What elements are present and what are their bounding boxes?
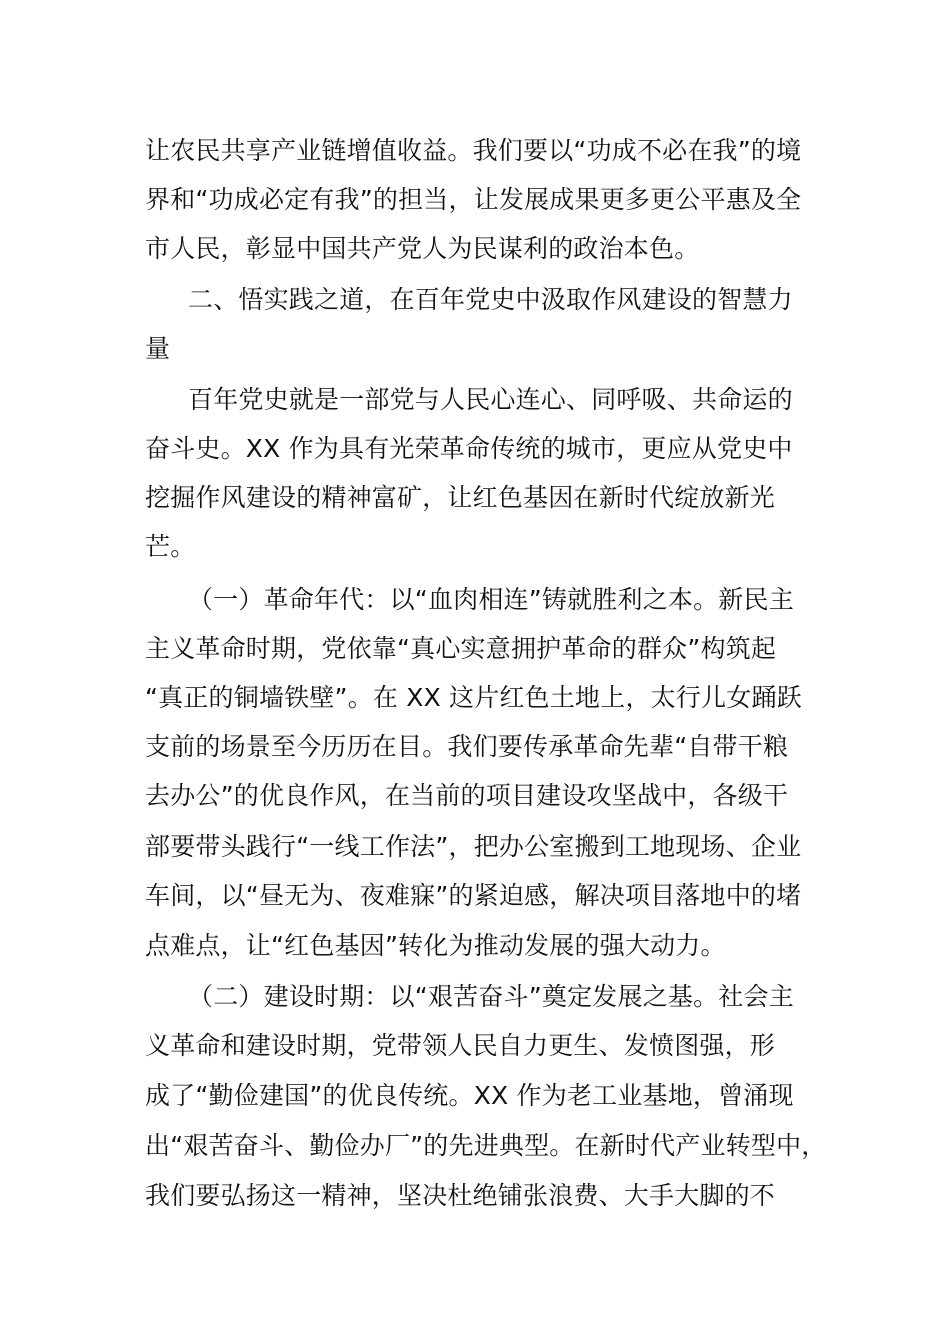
text-line: 让农民共享产业链增值收益。我们要以“功成不必在我”的境 bbox=[145, 136, 802, 165]
text-line: 挖掘作风建设的精神富矿，让红色基因在新时代绽放新光 bbox=[145, 483, 776, 512]
subsection-heading: （二）建设时期：以“艰苦奋斗”奠定发展之基。社会主 bbox=[188, 982, 794, 1011]
text-line: 百年党史就是一部党与人民心连心、同呼吸、共命运的 bbox=[188, 385, 793, 414]
section-heading: 二、悟实践之道，在百年党史中汲取作风建设的智慧力 bbox=[188, 285, 793, 314]
text-line: 界和“功成必定有我”的担当，让发展成果更多更公平惠及全 bbox=[145, 185, 802, 214]
text-line: 出“艰苦奋斗、勤俭办厂”的先进典型。在新时代产业转型中， bbox=[145, 1131, 827, 1160]
text-line: 义革命和建设时期，党带领人民自力更生、发愤图强，形 bbox=[145, 1031, 776, 1060]
text-line: 主义革命时期，党依靠“真心实意拥护革命的群众”构筑起 bbox=[145, 634, 777, 663]
text-line: 我们要弘扬这一精神，坚决杜绝铺张浪费、大手大脚的不 bbox=[145, 1181, 776, 1210]
section-heading-continued: 量 bbox=[145, 334, 171, 363]
text-line: 芒。 bbox=[145, 532, 196, 561]
text-line: 车间，以“昼无为、夜难寐”的紧迫感，解决项目落地中的堵 bbox=[145, 881, 802, 910]
text-line: “真正的铜墙铁壁”。在 XX 这片红色土地上，太行儿女踊跃 bbox=[145, 683, 802, 712]
text-line: 成了“勤俭建国”的优良传统。XX 作为老工业基地，曾涌现 bbox=[145, 1081, 794, 1110]
text-line: 部要带头践行“一线工作法”，把办公室搬到工地现场、企业 bbox=[145, 832, 802, 861]
subsection-heading: （一）革命年代：以“血肉相连”铸就胜利之本。新民主 bbox=[188, 585, 794, 614]
text-line: 奋斗史。XX 作为具有光荣革命传统的城市，更应从党史中 bbox=[145, 434, 793, 463]
text-line: 市人民，彰显中国共产党人为民谋利的政治本色。 bbox=[145, 234, 700, 263]
text-line: 支前的场景至今历历在目。我们要传承革命先辈“自带干粮 bbox=[145, 732, 789, 761]
text-line: 去办公”的优良作风，在当前的项目建设攻坚战中，各级干 bbox=[145, 781, 789, 810]
text-line: 点难点，让“红色基因”转化为推动发展的强大动力。 bbox=[145, 931, 726, 960]
